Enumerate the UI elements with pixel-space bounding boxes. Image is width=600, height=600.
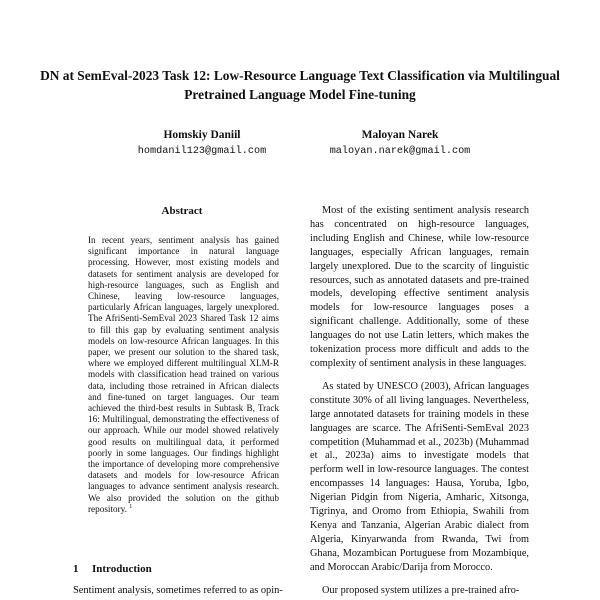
abstract-heading: Abstract	[161, 205, 203, 217]
author-name: Homskiy Daniil	[163, 129, 241, 141]
abstract-text	[88, 235, 279, 515]
abstract-body: In recent years, sentiment analysis has gained significant importance in natural language processing. However, most existing models and datasets for sentiment analysis are developed for high-resource languages, such as English and Chinese, leaving low-resource languages, particularly African languages, largely unexplored. The AfriSenti-SemEval 2023 Shared Task 12 aims to fill this gap by evaluating sentiment analysis models on low-resource African languages. In this paper, we present our solution to the shared task, where we employed different multilingual XLM-R models with classification head trained on various data, including those retrained in African dialects and fine-tuned on target languages. Our team achieved the third-best results in Subtask B, Track 16: Multilingual, demonstrating the effectiveness of our approach. While our model showed relatively good results on multilingual data, it performed poorly in some languages. Our findings highlight the importance of developing more comprehensive datasets and models for low-resource African languages to advance sentiment analysis research. We also provided the solution on the github repository.	[88, 235, 279, 514]
section-number: 1	[73, 563, 79, 575]
body-paragraph: Our proposed system utilizes a pre-trained afro-	[322, 584, 520, 596]
section-title: Introduction	[92, 563, 152, 575]
author-email[interactable]: homdanil123@gmail.com	[137, 146, 267, 157]
section-heading-introduction	[73, 562, 152, 576]
left-column	[73, 204, 291, 515]
author-email[interactable]: maloyan.narek@gmail.com	[329, 146, 471, 157]
right-column	[310, 204, 529, 598]
intro-paragraph: Sentiment analysis, sometimes referred to as opin-	[73, 585, 283, 596]
body-paragraph: As stated by UNESCO (2003), African languages constitute 30% of all living languages. Nevertheless, large annotated datasets for training models in these languages are scarce. The AfriSenti-SemEval 2023 competition (Muhammad et al., 2023b) (Muhammad et al., 2023a) aims to investigate models that perform well in low-resource languages. The contest encompasses 14 languages: Hausa, Yoruba, Igbo, Nigerian Pidgin from Nigeria, Amharic, Xitsonga, Tigrinya, and Oromo from Ethiopia, Swahili from Kenya and Tanzania, Algerian Arabic dialect from Algeria, Kinyarwanda from Rwanda, Twi from Ghana, Mozambican Portuguese from Mozambique, and Moroccan Arabic/Darija from Morocco.	[310, 380, 529, 573]
footnote-marker[interactable]: 1	[129, 503, 133, 510]
paper-title: DN at SemEval-2023 Task 12: Low-Resource Language Text Classification via Multilingual Pretrained Language Model Fine-tuning	[40, 68, 560, 102]
body-paragraph: Most of the existing sentiment analysis research has concentrated on high-resource languages, including English and Chinese, while low-resource languages, especially African languages, remain largely unexplored. Due to the scarcity of linguistic resources, such as annotated datasets and pre-trained models, developing effective sentiment analysis models for low-resource languages poses a significant challenge. Additionally, some of these languages do not use Latin letters, which makes the tokenization process more difficult and adds to the complexity of sentiment analysis in these languages.	[310, 205, 529, 369]
author-block-2	[290, 128, 510, 159]
author-name: Maloyan Narek	[361, 129, 439, 141]
author-block-1	[92, 128, 312, 159]
